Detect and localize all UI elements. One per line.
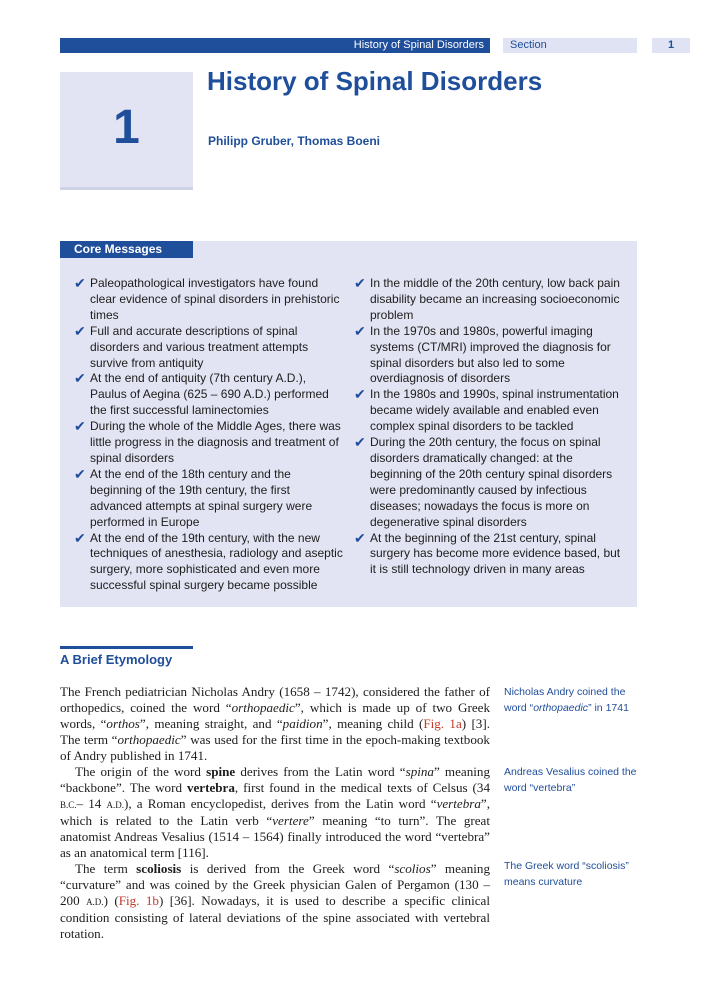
figure-link[interactable]: Fig. 1b <box>118 893 159 908</box>
core-messages-left-column <box>75 276 345 594</box>
running-title: History of Spinal Disorders <box>353 39 484 51</box>
checkmark-icon: ✔ <box>354 322 366 339</box>
checkmark-icon: ✔ <box>354 434 366 451</box>
core-message-item: ✔ At the beginning of the 21st century, spinal surgery has become more evidence based, but it is still technology driven in many areas <box>354 529 621 577</box>
figure-link[interactable]: Fig. 1a <box>423 716 462 731</box>
section-title: A Brief Etymology <box>60 652 173 667</box>
checkmark-icon: ✔ <box>354 529 366 546</box>
core-message-item: ✔ In the 1970s and 1980s, powerful imaging systems (CT/MRI) improved the diagnosis for spinal disorders but also led to some overdiagnosis of disorders <box>354 322 611 386</box>
margin-note: The Greek word “scoliosis” means curvature <box>504 860 629 888</box>
core-message-item: ✔ In the middle of the 20th century, low back pain disability became an increasing socioeconomic problem <box>354 275 620 322</box>
core-message-item: ✔ During the whole of the Middle Ages, there was little progress in the diagnosis and treatment of spinal disorders <box>74 418 341 465</box>
checkmark-icon: ✔ <box>354 386 366 403</box>
core-message-item: ✔ During the 20th century, the focus on spinal disorders dramatically changed: at the beginning of the 20th century spinal disorders were predominantly caused by infectious diseases; nowadays the focus is more on degenerative spinal disorders <box>354 434 613 529</box>
section-label: Section <box>503 38 637 53</box>
chapter-number-box <box>60 72 193 190</box>
chapter-title: History of Spinal Disorders <box>207 66 543 96</box>
chapter-authors: Philipp Gruber, Thomas Boeni <box>208 134 381 148</box>
core-message-item: ✔ At the end of the 18th century and the beginning of the 19th century, the first advanced attempts at spinal surgery were performed in Europe <box>74 465 313 529</box>
checkmark-icon: ✔ <box>354 275 366 291</box>
core-message-item: ✔ In the 1980s and 1990s, spinal instrumentation became widely available and enabled even complex spinal disorders to be tackled <box>354 386 619 434</box>
checkmark-icon: ✔ <box>74 465 86 482</box>
paragraph: The term scoliosis is derived from the Greek word “scolios” meaning “curvature” and was coined by the Greek physician Galen of Pergamon (130 – 200 A.D.) (Fig. 1b) [36]. Nowadays, it is used to describe a specific clinical condition consisting of lateral deviations of the spine associated with vertebral rotation. <box>60 861 491 941</box>
margin-note: Nicholas Andry coined the word “orthopaedic” in 1741 <box>504 686 629 714</box>
body-text <box>60 684 490 942</box>
core-messages-right-column <box>355 276 623 578</box>
margin-note: Andreas Vesalius coined the word “vertebra” <box>504 766 637 794</box>
checkmark-icon: ✔ <box>74 275 86 291</box>
paragraph: The origin of the word spine derives from the Latin word “spina” meaning “backbone”. The word vertebra, first found in the medical texts of Celsus (34 B.C.– 14 A.D.), a Roman encyclopedist, derives from the Latin word “vertebra”, which is related to the Latin verb “vertere” meaning “to turn”. The great anatomist Andreas Vesalius (1514 – 1564) finally introduced the word “vertebra” as an anatomical term [116]. <box>60 764 491 860</box>
checkmark-icon: ✔ <box>74 529 86 546</box>
core-message-item: ✔ At the end of the 19th century, with the new techniques of anesthesia, radiology and aseptic surgery, more sophisticated and even more successful spinal surgery became possible <box>74 529 343 593</box>
checkmark-icon: ✔ <box>74 322 86 339</box>
section-rule <box>60 646 193 649</box>
core-message-item: ✔ At the end of antiquity (7th century A.D.), Paulus of Aegina (625 – 690 A.D.) performed the first successful laminectomies <box>74 370 329 418</box>
page-number: 1 <box>652 38 690 53</box>
checkmark-icon: ✔ <box>74 370 86 387</box>
core-message-item: ✔ Paleopathological investigators have found clear evidence of spinal disorders in prehistoric times <box>74 275 340 322</box>
paragraph: The French pediatrician Nicholas Andry (1658 – 1742), considered the father of orthopedics, coined the word “orthopaedic”, which is made up of two Greek words, “orthos”, meaning straight, and “paidion”, meaning child (Fig. 1a) [3]. The term “orthopaedic” was used for the first time in the epoch-making textbook of Andry published in 1741. <box>60 684 490 763</box>
core-messages-heading: Core Messages <box>60 241 193 258</box>
checkmark-icon: ✔ <box>74 418 86 435</box>
chapter-number: 1 <box>113 101 140 154</box>
core-message-item: ✔ Full and accurate descriptions of spinal disorders and various treatment attempts survive from antiquity <box>74 322 309 370</box>
